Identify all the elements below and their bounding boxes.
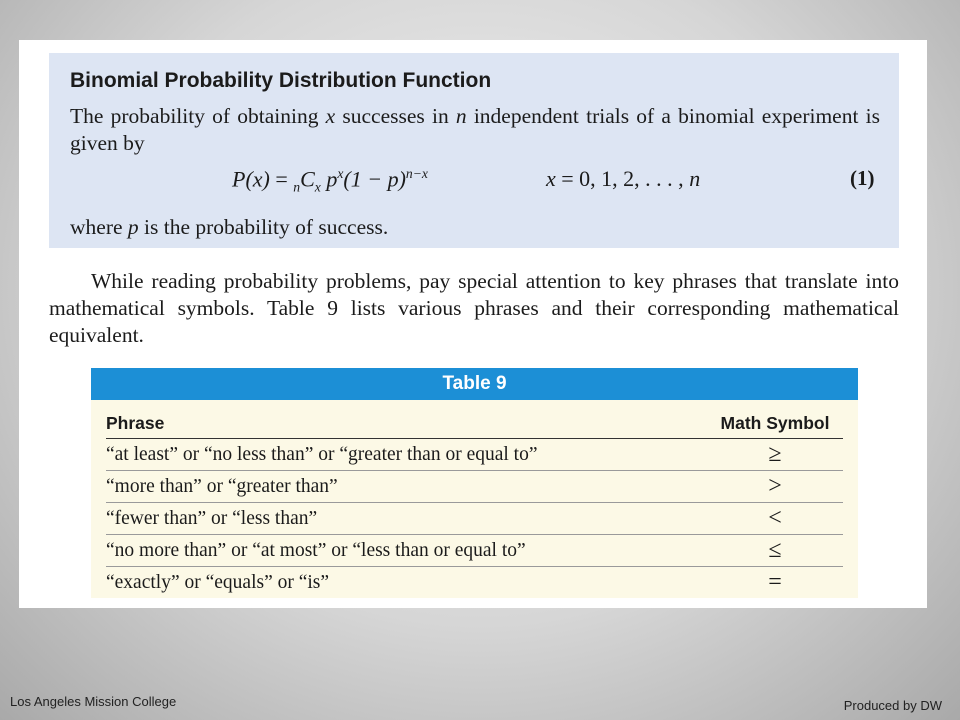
binomial-formula — [232, 166, 428, 196]
symbol-cell: ≤ — [768, 537, 782, 563]
definition-text-3: independent trials of a binomial experiment is given by — [70, 104, 880, 155]
formula-lhs: P(x) — [232, 166, 270, 192]
where-text-2: is the probability of success. — [138, 215, 389, 239]
variable-n: n — [455, 104, 467, 128]
phrase-symbol-table — [91, 368, 858, 598]
column-header-phrase: Phrase — [106, 412, 165, 433]
phrase-cell: “exactly” or “equals” or “is” — [106, 571, 330, 593]
table-header-row — [106, 408, 843, 439]
phrase-cell: “more than” or “greater than” — [106, 475, 338, 497]
domain-values: = 0, 1, 2, . . . , — [555, 166, 690, 191]
formula-middle: (1 − p) — [343, 166, 406, 192]
symbol-cell: = — [768, 569, 782, 595]
formula-p: p — [320, 166, 338, 192]
definition-body — [70, 103, 880, 157]
column-header-symbol: Math Symbol — [720, 412, 830, 433]
where-text-1: where — [70, 215, 128, 239]
definition-text-2: successes in — [335, 104, 456, 128]
footer-college: Los Angeles Mission College — [10, 694, 177, 709]
definition-box — [49, 53, 899, 248]
formula-combination: C — [300, 166, 315, 192]
table-body — [106, 408, 843, 598]
formula-exp-x: x — [337, 166, 344, 181]
formula-equals: = — [269, 166, 294, 192]
definition-text-1: The probability of obtaining — [70, 104, 326, 128]
phrase-cell: “fewer than” or “less than” — [106, 507, 318, 529]
formula-domain — [546, 166, 700, 192]
definition-title: Binomial Probability Distribution Function — [70, 69, 492, 92]
footer-credit: Produced by DW — [843, 698, 942, 713]
table-row — [106, 567, 843, 598]
table-row — [106, 439, 843, 471]
domain-n: n — [689, 166, 701, 191]
phrase-cell: “at least” or “no less than” or “greater than or equal to” — [106, 443, 538, 465]
formula-exp-nx: n−x — [405, 166, 428, 181]
symbol-cell: ≥ — [768, 441, 782, 467]
phrase-cell: “no more than” or “at most” or “less than or equal to” — [106, 539, 526, 561]
variable-x: x — [325, 104, 336, 128]
formula-sub-x: x — [314, 179, 321, 195]
symbol-cell: < — [768, 505, 782, 531]
table-row — [106, 503, 843, 535]
table-row — [106, 535, 843, 567]
equation-number: (1) — [850, 166, 875, 190]
formula-sub-n: n — [293, 179, 301, 195]
domain-x: x — [546, 166, 556, 191]
body-paragraph: While reading probability problems, pay special attention to key phrases that translate into mathematical symbols. Table 9 lists various phrases and their corresponding mathematical equivalent. — [49, 269, 899, 347]
definition-where — [70, 215, 388, 240]
table-row — [106, 471, 843, 503]
symbol-cell: > — [768, 473, 782, 499]
slide — [19, 40, 927, 608]
where-variable-p: p — [127, 215, 139, 239]
table-title: Table 9 — [91, 368, 858, 400]
